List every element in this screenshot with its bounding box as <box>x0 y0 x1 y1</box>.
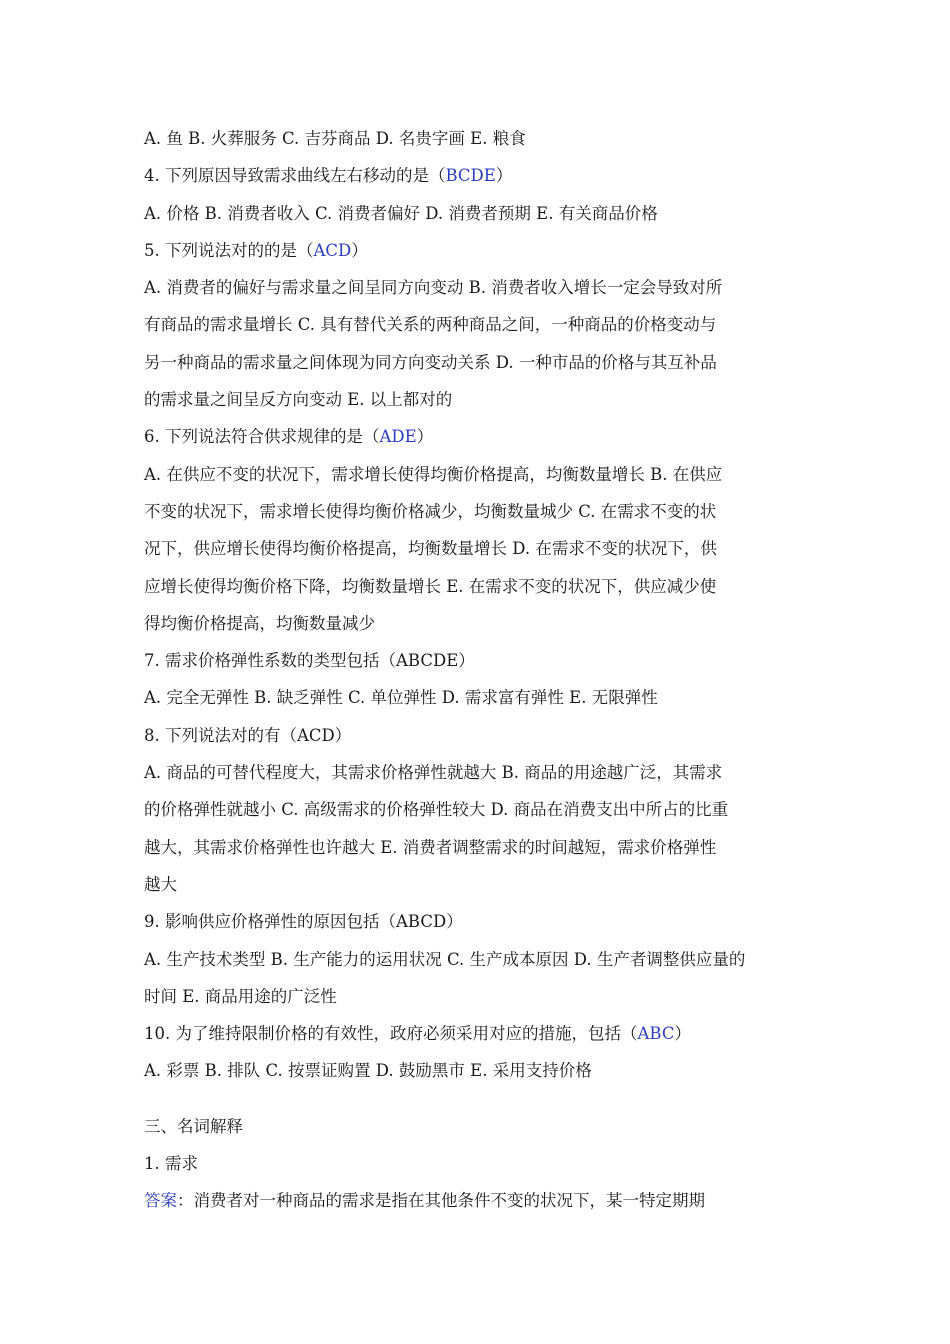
section3-heading: 三、名词解释 <box>144 1116 243 1136</box>
q10-stem-close: ） <box>674 1024 691 1044</box>
q4-stem <box>144 157 814 194</box>
q5-stem-close: ） <box>351 240 368 260</box>
q8-stem <box>144 717 814 754</box>
q4-options: A. 价格 B. 消费者收入 C. 消费者偏好 D. 消费者预期 E. 有关商品价格 <box>144 203 658 223</box>
answer-text: ：消费者对一种商品的需求是指在其他条件不变的状况下，某一特定期期 <box>177 1191 705 1211</box>
q8-options-line: 越大 <box>144 874 177 894</box>
q8-options-line: 越大，其需求价格弹性也许越大 E. 消费者调整需求的时间越短，需求价格弹性 <box>144 837 717 857</box>
q6-options-line: 况下，供应增长使得均衡价格提高，均衡数量增长 D. 在需求不变的状况下，供 <box>144 539 717 559</box>
q3-options: A. 鱼 B. 火葬服务 C. 吉芬商品 D. 名贵字画 E. 粮食 <box>144 129 526 148</box>
section-gap <box>144 1090 814 1108</box>
q8-options-line: 的价格弹性就越小 C. 高级需求的价格弹性较大 D. 商品在消费支出中所占的比重 <box>144 800 729 820</box>
q10-stem <box>144 1015 814 1052</box>
q4-stem-close: ） <box>495 166 513 186</box>
q6-stem <box>144 418 814 455</box>
q6-options-line: A. 在供应不变的状况下，需求增长使得均衡价格提高，均衡数量增长 B. 在供应 <box>144 464 723 484</box>
q6-stem-close: ） <box>416 427 434 447</box>
q5-stem <box>144 232 814 269</box>
q10-options: A. 彩票 B. 排队 C. 按票证购置 D. 鼓励黑市 E. 采用支持价格 <box>144 1061 592 1081</box>
q6-stem-text: 6. 下列说法符合供求规律的是（ <box>144 427 380 447</box>
q7-stem: 7. 需求价格弹性系数的类型包括（ABCDE） <box>144 651 475 671</box>
q5-options-line: 的需求量之间呈反方向变动 E. 以上都对的 <box>144 390 453 410</box>
q10-stem-text: 10. 为了维持限制价格的有效性，政府必须采用对应的措施，包括（ <box>144 1024 638 1044</box>
q9-stem: 9. 影响供应价格弹性的原因包括（ABCD） <box>144 912 463 932</box>
q6-options-line: 应增长使得均衡价格下降，均衡数量增长 E. 在需求不变的状况下，供应减少使 <box>144 576 717 596</box>
q9-options-line: A. 生产技术类型 B. 生产能力的运用状况 C. 生产成本原因 D. 生产者调整供应量的 <box>144 949 746 969</box>
q8-answer: ACD <box>297 725 335 745</box>
q6-answer: ADE <box>379 427 417 447</box>
q7-options: A. 完全无弹性 B. 缺乏弹性 C. 单位弹性 D. 需求富有弹性 E. 无限弹性 <box>144 688 658 708</box>
q10-answer: ABC <box>637 1024 675 1044</box>
answer-label: 答案 <box>144 1191 177 1211</box>
q8-options-line: A. 商品的可替代程度大，其需求价格弹性就越大 B. 商品的用途越广泛，其需求 <box>144 763 723 783</box>
q5-stem-text: 5. 下列说法对的的是（ <box>144 240 314 260</box>
section3-item1: 1. 需求 <box>144 1154 198 1174</box>
q9-options-line: 时间 E. 商品用途的广泛性 <box>144 986 337 1006</box>
q5-options-line: 另一种商品的需求量之间体现为同方向变动关系 D. 一种市品的价格与其互补品 <box>144 352 717 372</box>
q5-answer: ACD <box>313 240 352 260</box>
q5-options-line: A. 消费者的偏好与需求量之间呈同方向变动 B. 消费者收入增长一定会导致对所 <box>144 278 723 298</box>
q8-stem-close: ） <box>334 725 352 745</box>
q4-answer: BCDE <box>445 166 496 186</box>
document-page <box>144 120 814 1220</box>
q4-stem-text: 4. 下列原因导致需求曲线左右移动的是（ <box>144 166 446 186</box>
section3-answer <box>144 1182 814 1219</box>
q6-options-line: 得均衡价格提高，均衡数量减少 <box>144 613 375 633</box>
q8-stem-text: 8. 下列说法对的有（ <box>144 725 297 745</box>
q5-options-line: 有商品的需求量增长 C. 具有替代关系的两种商品之间，一种商品的价格变动与 <box>144 315 717 335</box>
q6-options-line: 不变的状况下，需求增长使得均衡价格减少，均衡数量城少 C. 在需求不变的状 <box>144 501 717 521</box>
